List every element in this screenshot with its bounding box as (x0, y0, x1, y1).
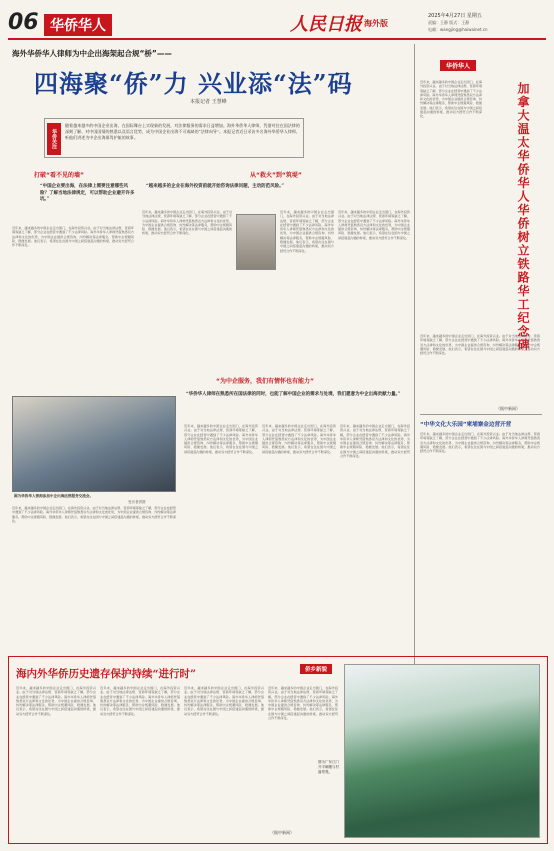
sub1-title: 打破“看不见的墙” (34, 172, 84, 179)
portrait-photo (236, 214, 276, 270)
byline: 本报记者 王慧峰 (190, 99, 227, 105)
header-rule (8, 38, 546, 40)
bottom-col-3: 近年来，越来越多的中国企业走出国门，在海外投资兴业。由于对当地法律法规、营商环境等缺乏了解，部分企业在经营中遇到了不少法律风险。海外华侨华人律师凭借熟悉双方法律和文化的优势，为中国企业提供合规咨询、纠纷解决等法律服务，帮助中企规避风险、稳健发展。他们表示，希望在住在国与中国之间搭建起沟通的桥梁，推动双方经贸合作不断深化。 (184, 686, 264, 716)
bottom-col-1: 近年来，越来越多的中国企业走出国门，在海外投资兴业。由于对当地法律法规、营商环境等缺乏了解，部分企业在经营中遇到了不少法律风险。海外华侨华人律师凭借熟悉双方法律和文化的优势，为中国企业提供合规咨询、纠纷解决等法律服务，帮助中企规避风险、稳健发展。他们表示，希望在住在国与中国之间搭建起沟通的桥梁，推动双方经贸合作不断深化。 (16, 686, 96, 716)
lead-tag: 华侨关注 (47, 123, 61, 155)
lead-text: 随着越来越多的中国企业出海，在国际舞台上实现新的发展，对法律服务的需求日益增加。海外华侨华人律师，凭借对住在国法律的深刻了解、对中国国情的熟悉以及语言优势，成为中国企业出海不可或缺的“法律向导”。本报记者近日采访多名海外华侨华人律师，听他们讲述为中企出海保驾护航的故事。 (65, 123, 301, 140)
event-photo (12, 396, 176, 492)
col-7: 近年来，越来越多的中国企业走出国门，在海外投资兴业。由于对当地法律法规、营商环境等缺乏了解，部分企业在经营中遇到了不少法律风险。海外华侨华人律师凭借熟悉双方法律和文化的优势，为中国企业提供合规咨询、纠纷解决等法律服务，帮助中企规避风险、稳健发展。他们表示，希望在住在国与中国之间搭建起沟通的桥梁，推动双方经贸合作不断深化。 (262, 424, 336, 454)
col-4: 近年来，越来越多的中国企业走出国门，在海外投资兴业。由于对当地法律法规、营商环境等缺乏了解，部分企业在经营中遇到了不少法律风险。海外华侨华人律师凭借熟悉双方法律和文化的优势，为中国企业提供合规咨询、纠纷解决等法律服务，帮助中企规避风险、稳健发展。他们表示，希望在住在国与中国之间搭建起沟通的桥梁，推动双方经贸合作不断深化。 (338, 210, 410, 240)
col-6: 近年来，越来越多的中国企业走出国门，在海外投资兴业。由于对当地法律法规、营商环境等缺乏了解，部分企业在经营中遇到了不少法律风险。海外华侨华人律师凭借熟悉双方法律和文化的优势，为中国企业提供合规咨询、纠纷解决等法律服务，帮助中企规避风险、稳健发展。他们表示，希望在住在国与中国之间搭建起沟通的桥梁，推动双方经贸合作不断深化。 (184, 424, 258, 454)
sidebar-title: 加拿大温太华侨华人华侨树立铁路华工纪念碑 (516, 82, 530, 352)
header-date: 2025年4月27日 星期五 (428, 13, 482, 19)
sub3-quote: “华侨华人律师在熟悉所在国法律的同时，也能了解中国企业的需求与处境，我们愿意为中企出海贡献力量。” (186, 392, 401, 397)
sidebar-rule (420, 414, 542, 415)
sidebar-text-2: 近年来，越来越多的中国企业走出国门，在海外投资兴业。由于对当地法律法规、营商环境等缺乏了解，部分企业在经营中遇到了不少法律风险。海外华侨华人律师凭借熟悉双方法律和文化的优势，为中国企业提供合规咨询、纠纷解决等法律服务，帮助中企规避风险、稳健发展。他们表示，希望在住在国与中国之间搭建起沟通的桥梁，推动双方经贸合作不断深化。 (420, 334, 540, 356)
sub2-quote: “越来越多的企业在海外投资前就开始咨询法律问题，主动防范风险。” (146, 184, 284, 189)
edition-suffix: 海外版 (364, 19, 388, 28)
col-2: 近年来，越来越多的中国企业走出国门，在海外投资兴业。由于对当地法律法规、营商环境等缺乏了解，部分企业在经营中遇到了不少法律风险。海外华侨华人律师凭借熟悉双方法律和文化的优势，为中国企业提供合规咨询、纠纷解决等法律服务，帮助中企规避风险、稳健发展。他们表示，希望在住在国与中国之间搭建起沟通的桥梁，推动双方经贸合作不断深化。 (142, 210, 232, 236)
sidebar-text-1: 近年来，越来越多的中国企业走出国门，在海外投资兴业。由于对当地法律法规、营商环境等缺乏了解，部分企业在经营中遇到了不少法律风险。海外华侨华人律师凭借熟悉双方法律和文化的优势，为中国企业提供合规咨询、纠纷解决等法律服务，帮助中企规避风险、稳健发展。他们表示，希望在住在国与中国之间搭建起沟通的桥梁，推动双方经贸合作不断深化。 (420, 80, 482, 119)
header-email: 电邮：wangjing@haiwainet.cn (428, 27, 488, 32)
page-header (8, 8, 546, 38)
sub3-title: “为中企服务，我们有情怀也有能力” (216, 378, 314, 385)
col-1: 近年来，越来越多的中国企业走出国门，在海外投资兴业。由于对当地法律法规、营商环境等缺乏了解，部分企业在经营中遇到了不少法律风险。海外华侨华人律师凭借熟悉双方法律和文化的优势，为中国企业提供合规咨询、纠纷解决等法律服务，帮助中企规避风险、稳健发展。他们表示，希望在住在国与中国之间搭建起沟通的桥梁，推动双方经贸合作不断深化。 (12, 226, 134, 248)
col-3: 近年来，越来越多的中国企业走出国门，在海外投资兴业。由于对当地法律法规、营商环境等缺乏了解，部分企业在经营中遇到了不少法律风险。海外华侨华人律师凭借熟悉双方法律和文化的优势，为中国企业提供合规咨询、纠纷解决等法律服务，帮助中企规避风险、稳健发展。他们表示，希望在住在国与中国之间搭建起沟通的桥梁，推动双方经贸合作不断深化。 (280, 210, 334, 253)
bottom-photo-caption: 图为广东江门开平碉楼与村落景观。 (318, 760, 339, 774)
bottom-photo (344, 664, 540, 838)
headline: 四海聚“侨”力 兴业添“法”码 (34, 69, 353, 98)
page-number: 06 (8, 10, 39, 35)
sub1-quote: “中国企业要出海，在法律上需要注意哪些风险？了解当地法律规定，可以帮助企业避开许多坑。” (40, 184, 135, 202)
col-0: 近年来，越来越多的中国企业走出国门，在海外投资兴业。由于对当地法律法规、营商环境等缺乏了解，部分企业在经营中遇到了不少法律风险。海外华侨华人律师凭借熟悉双方法律和文化的优势，为中国企业提供合规咨询、纠纷解决等法律服务，帮助中企规避风险、稳健发展。他们表示，希望在住在国与中国之间搭建起沟通的桥梁，推动双方经贸合作不断深化。 (12, 506, 176, 523)
sidebar-divider (414, 44, 415, 664)
header-editor: 责编：王静 版式：王静 (428, 20, 470, 25)
photo-caption: 图为华侨华人律师参加中企出海法律服务交流会。 (14, 494, 94, 498)
sub2-title: 从“救火”到“筑堤” (250, 172, 302, 179)
sidebar-item2-title: “中华文化大乐园”柬埔寨金边营开营 (420, 422, 512, 428)
bottom-col-2: 近年来，越来越多的中国企业走出国门，在海外投资兴业。由于对当地法律法规、营商环境等缺乏了解，部分企业在经营中遇到了不少法律风险。海外华侨华人律师凭借熟悉双方法律和文化的优势，为中国企业提供合规咨询、纠纷解决等法律服务，帮助中企规避风险、稳健发展。他们表示，希望在住在国与中国之间搭建起沟通的桥梁，推动双方经贸合作不断深化。 (100, 686, 180, 716)
bottom-title: 海内外华侨历史遗存保护持续“进行时” (16, 668, 197, 680)
bottom-col-4: 近年来，越来越多的中国企业走出国门，在海外投资兴业。由于对当地法律法规、营商环境等缺乏了解，部分企业在经营中遇到了不少法律风险。海外华侨华人律师凭借熟悉双方法律和文化的优势，为中国企业提供合规咨询、纠纷解决等法律服务，帮助中企规避风险、稳健发展。他们表示，希望在住在国与中国之间搭建起沟通的桥梁，推动双方经贸合作不断深化。 (268, 686, 338, 721)
sidebar-credit: （据中新网） (496, 406, 520, 411)
photo-credit: 受访者供图 (128, 500, 146, 504)
sidebar-text-3: 近年来，越来越多的中国企业走出国门，在海外投资兴业。由于对当地法律法规、营商环境等缺乏了解，部分企业在经营中遇到了不少法律风险。海外华侨华人律师凭借熟悉双方法律和文化的优势，为中国企业提供合规咨询、纠纷解决等法律服务，帮助中企规避风险、稳健发展。他们表示，希望在住在国与中国之间搭建起沟通的桥梁，推动双方经贸合作不断深化。 (420, 432, 540, 454)
bottom-tag: 侨乡新貌 (300, 664, 332, 674)
paper-logo: 人民日报 (290, 14, 362, 35)
section-title: 华侨华人 (44, 14, 112, 36)
lead-box (44, 118, 304, 158)
kicker: 海外华侨华人律师为中企出海架起合规“桥”—— (12, 49, 172, 58)
bottom-credit: （据中新网） (270, 830, 294, 835)
col-8: 近年来，越来越多的中国企业走出国门，在海外投资兴业。由于对当地法律法规、营商环境等缺乏了解，部分企业在经营中遇到了不少法律风险。海外华侨华人律师凭借熟悉双方法律和文化的优势，为中国企业提供合规咨询、纠纷解决等法律服务，帮助中企规避风险、稳健发展。他们表示，希望在住在国与中国之间搭建起沟通的桥梁，推动双方经贸合作不断深化。 (340, 424, 410, 459)
sidebar-tag: 华侨华人 (440, 60, 476, 71)
